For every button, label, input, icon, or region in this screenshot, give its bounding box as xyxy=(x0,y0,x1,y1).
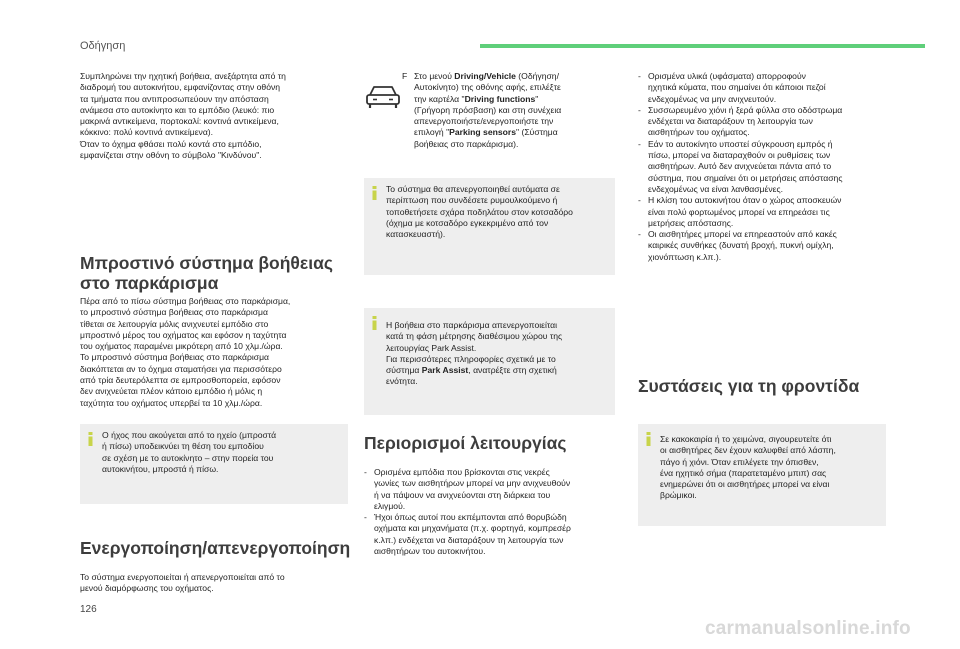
page-number: 126 xyxy=(80,604,97,615)
car-front-icon xyxy=(364,84,402,110)
activation-paragraph xyxy=(80,572,355,595)
text-line: Το μπροστινό σύστημα βοήθειας στο παρκάρισμα xyxy=(80,352,269,363)
info-note-towbar xyxy=(364,178,615,275)
text-line: πάγο ή χιόνι. Όταν επιλέγετε την όπισθεν, xyxy=(660,456,819,467)
text-line: βοήθειας στο παρκάρισμα). xyxy=(414,138,519,149)
text-line: απενεργοποιήστε/ενεργοποιήστε την xyxy=(414,116,554,127)
info-icon xyxy=(370,186,379,200)
text-line xyxy=(414,71,614,82)
text-line: από τρία δευτερόλεπτα σε εμπροσθοπορεία, εφόσον xyxy=(80,375,281,386)
text-line: ενότητα. xyxy=(386,376,418,387)
text-span: (Οδήγηση/ xyxy=(515,71,559,81)
text-line: Για περισσότερες πληροφορίες σχετικά με το xyxy=(386,353,556,364)
activation-heading: Ενεργοποίηση/απενεργοποίηση xyxy=(80,538,351,558)
info-icon xyxy=(86,432,95,446)
heading-line: Μπροστινό σύστημα βοήθειας xyxy=(80,253,333,273)
watermark: carmanualsonline.info xyxy=(705,618,911,639)
text-line: Το σύστημα θα απενεργοποιηθεί αυτόματα σε xyxy=(386,184,560,194)
text-line: κατά τη φάση μέτρησης διαθέσιμου χώρου της xyxy=(386,331,563,342)
list-item xyxy=(364,467,624,512)
text-line: ενδεχομένως να είναι λανθασμένες. xyxy=(648,183,783,194)
text-line: ή να πάψουν να ανιχνεύονται στη διάρκεια του xyxy=(374,489,551,500)
text-line: σύστημα, που σημαίνει ότι οι μετρήσεις απόστασης xyxy=(648,172,843,183)
text-line: διαδρομή του αυτοκινήτου, εμφανίζοντας στην οθόνη xyxy=(80,82,281,93)
text-line: αισθητήρων του αυτοκινήτου. xyxy=(374,546,486,557)
text-line: καιρικές συνθήκες (δυνατή βροχή, πυκνή ομίχλη, xyxy=(648,240,834,251)
heading-line: στο παρκάρισμα xyxy=(80,273,219,293)
text-span: " xyxy=(535,93,539,104)
text-line: ή πίσω) υποδεικνύει τη θέση του εμποδίου xyxy=(102,441,264,452)
text-line: ένα ηχητικό σήμα (παρατεταμένο μπιπ) σας xyxy=(660,467,827,478)
text-line: εμφανίζεται στην οθόνη το σύμβολο "Κινδύνου". xyxy=(80,150,262,161)
text-line xyxy=(414,94,614,105)
text-line: πίσω, μπορεί να διαταραχθούν οι ρυθμίσεις των xyxy=(648,150,831,161)
text-line: ενημερώνει ότι οι αισθητήρες μπορεί να είναι xyxy=(660,479,830,490)
text-line: - Ορισμένα υλικά (υφάσματα) απορροφούν xyxy=(648,71,806,81)
text-line: μακρινά αντικείμενα, πορτοκαλί: κοντινά αντικείμενα, xyxy=(80,116,279,127)
text-line: λειτουργίας Park Assist. xyxy=(386,342,477,353)
text-line: Αυτοκίνητο) της οθόνης αφής, επιλέξτε xyxy=(414,82,561,93)
front-assist-paragraph xyxy=(80,296,355,409)
text-line: αυτοκινήτου, μπροστά ή πίσω. xyxy=(102,463,219,474)
text-line xyxy=(414,127,614,138)
limits-list xyxy=(364,467,624,557)
tab-name: Driving functions xyxy=(464,93,536,104)
text-line: του οχήματος παραμένει μικρότερη από 10 χλμ./ώρα. xyxy=(80,341,283,352)
text-line: - Συσσωρευμένο χιόνι ή ξερά φύλλα στο οδόστρωμα xyxy=(648,104,843,115)
menu-instruction xyxy=(402,71,614,150)
text-line: - Εάν το αυτοκίνητο υποστεί σύγκρουση εμπρός ή xyxy=(648,138,833,149)
text-line: γωνίες των αισθητήρων μπορεί να μην ανιχνευθούν xyxy=(374,478,571,489)
text-span: την καρτέλα " xyxy=(414,93,465,104)
info-note-park-assist xyxy=(364,308,615,415)
list-item xyxy=(638,139,888,195)
text-line: - Ορισμένα εμπόδια που βρίσκονται στις νεκρές xyxy=(374,467,550,477)
text-line: είναι πολύ φορτωμένος μπορεί να επηρεάσει τις xyxy=(648,206,830,217)
text-line: βρώμικοι. xyxy=(660,490,697,501)
text-line: οι αισθητήρες δεν έχουν καλυφθεί από λάσπη, xyxy=(660,445,836,456)
text-span: σύστημα xyxy=(386,365,422,376)
front-assist-heading xyxy=(80,253,360,293)
option-name: Parking sensors xyxy=(449,127,517,138)
list-item xyxy=(638,71,888,105)
text-line: Ο ήχος που ακούγεται από το ηχείο (μπροστά xyxy=(102,430,277,440)
info-note-speaker xyxy=(80,424,348,504)
menu-name: Driving/Vehicle xyxy=(454,71,516,81)
text-line: τίθεται σε λειτουργία μόλις ανιχνευτεί εμπόδιο στο xyxy=(80,318,269,329)
text-line: τα τμήματα που αντιπροσωπεύουν την απόσταση xyxy=(80,93,269,104)
list-item xyxy=(638,229,888,263)
text-line: ταχύτητα του οχήματος υπερβεί τα 10 χλμ./ώρα. xyxy=(80,397,263,408)
header-accent-bar xyxy=(480,44,925,48)
limits-list-continued xyxy=(638,71,888,263)
text-line: το μπροστινό σύστημα βοήθειας στο παρκάρισμα xyxy=(80,307,268,318)
text-line: Η βοήθεια στο παρκάρισμα απενεργοποιείται xyxy=(386,320,558,330)
instruction-bullet: F xyxy=(402,71,408,81)
list-item xyxy=(638,195,888,229)
text-line: - Οι αισθητήρες μπορεί να επηρεαστούν από κακές xyxy=(648,229,837,240)
text-line: μετρήσεις απόστασης. xyxy=(648,217,734,228)
text-line: σε σχέση με το αυτοκίνητο – στην πορεία του xyxy=(102,452,274,463)
text-span: , ανατρέξτε στη σχετική xyxy=(468,365,557,376)
text-line: αισθητήρων του οχήματος. xyxy=(648,127,750,138)
intro-paragraph xyxy=(80,71,350,161)
text-line: ελιγμού. xyxy=(374,500,406,511)
text-line: μενού διαμόρφωσης του οχήματος. xyxy=(80,583,214,594)
text-line: Το σύστημα ενεργοποιείται ή απενεργοποιείται από το xyxy=(80,572,285,582)
text-line: (όχημα με κοτσαδόρο εγκεκριμένο από τον xyxy=(386,217,549,228)
info-note-care xyxy=(638,424,886,526)
text-line: χιονόπτωση κ.λπ.). xyxy=(648,251,722,262)
text-span: επιλογή " xyxy=(414,127,450,138)
text-line: διακόπτεται αν το όχημα σταματήσει για περισσότερο xyxy=(80,363,282,374)
text-line: Συμπληρώνει την ηχητική βοήθεια, ανεξάρτητα από τη xyxy=(80,71,286,81)
text-line: κόκκινο: πολύ κοντινά αντικείμενα). xyxy=(80,127,214,138)
text-span: " (Σύστημα xyxy=(516,127,558,138)
text-line: Πέρα από το πίσω σύστημα βοήθειας στο παρκάρισμα, xyxy=(80,296,291,306)
text-line: κ.λπ.) ενδέχεται να διαταράξουν τη λειτουργία των xyxy=(374,534,564,545)
text-line: οχήματα και μηχανήματα (π.χ. φορτηγά, κομπρεσέρ xyxy=(374,523,571,534)
text-span: Στο μενού xyxy=(414,71,455,81)
text-line: τοποθετήσετε σχάρα ποδηλάτου στον κοτσαδόρο xyxy=(386,206,573,217)
care-heading: Συστάσεις για τη φροντίδα xyxy=(638,376,860,396)
text-line: περίπτωση που συνδέσετε ρυμουλκούμενο ή xyxy=(386,195,558,206)
text-line: ενδέχεται να διαταράξουν τη λειτουργία των xyxy=(648,116,813,127)
text-line: (Γρήγορη πρόσβαση) και στη συνέχεια xyxy=(414,104,562,115)
system-name: Park Assist xyxy=(421,365,469,376)
text-line: - Η κλίση του αυτοκινήτου όταν ο χώρος αποσκευών xyxy=(648,195,842,206)
text-line: Όταν το όχημα φθάσει πολύ κοντά στο εμπόδιο, xyxy=(80,138,262,149)
text-line xyxy=(386,365,607,376)
list-item xyxy=(638,105,888,139)
text-line: ανάμεσα στο αυτοκίνητο και το εμπόδιο (λευκό: πιο xyxy=(80,104,275,115)
text-line: - Ήχοι όπως αυτοί που εκπέμπονται από θορυβώδη xyxy=(374,512,567,523)
text-line: ηχητικά κύματα, που σημαίνει ότι κάποιοι πεζοί xyxy=(648,82,826,93)
list-item xyxy=(364,512,624,557)
text-line: Σε κακοκαιρία ή το χειμώνα, σιγουρευτείτε ότι xyxy=(660,434,832,444)
section-header: Οδήγηση xyxy=(80,40,126,52)
text-line: κατασκευαστή). xyxy=(386,229,446,240)
text-line: μπροστινό μέρος του οχήματος και εφόσον η ταχύτητα xyxy=(80,329,287,340)
text-line: δεν ανιχνεύεται πλέον κάποιο εμπόδιο ή μόλις η xyxy=(80,386,263,397)
text-line: αισθητήρων. Αυτό δεν ανιχνεύεται πάντα από το xyxy=(648,161,832,172)
info-icon xyxy=(370,316,379,330)
text-line: ενδεχομένως να μην ανιχνευτούν. xyxy=(648,93,777,104)
limits-heading: Περιορισμοί λειτουργίας xyxy=(364,433,567,453)
info-icon xyxy=(644,432,653,446)
